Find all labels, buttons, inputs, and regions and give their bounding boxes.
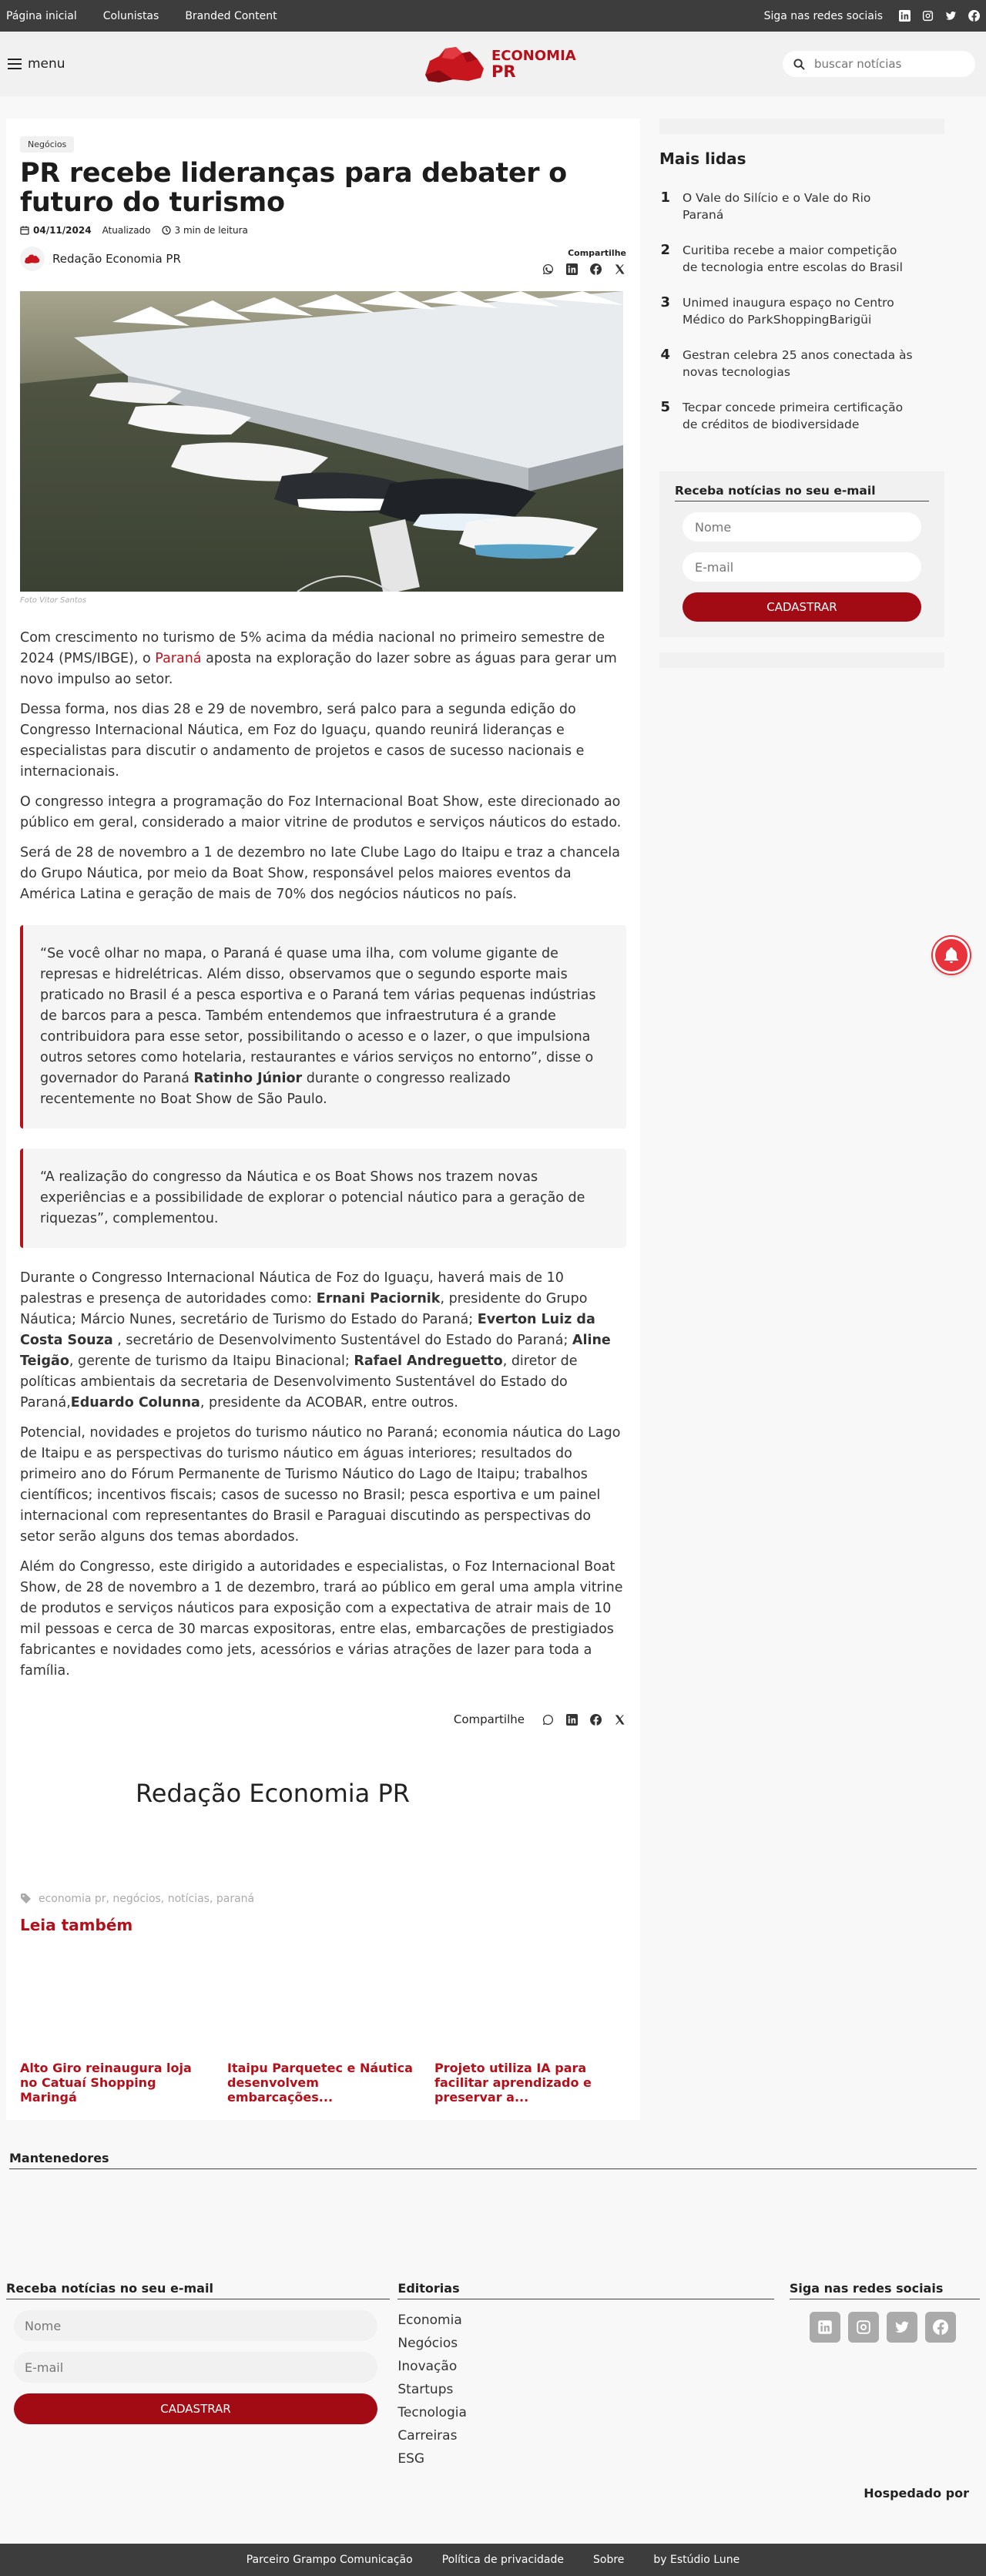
most-read-item[interactable]: 3 Unimed inaugura espaço no Centro Médico do ParkShoppingBarigüi xyxy=(660,294,894,327)
top-nav xyxy=(6,10,277,22)
paragraph-4: Será de 28 de novembro a 1 de dezembro no Iate Clube Lago do Itaipu e traz a chancela do Grupo Náutica, por meio da Boat Show, responsável pelos maiores eventos da América Latina e geração de mais de 70% dos negócios náuticos no país. xyxy=(20,845,620,902)
instagram-icon[interactable] xyxy=(921,10,934,22)
updated-label: Atualizado xyxy=(102,225,151,236)
footer-section-link[interactable]: Negócios xyxy=(397,2336,458,2351)
share-label-bottom: Compartilhe xyxy=(453,1712,525,1726)
related-cards xyxy=(20,2061,626,2105)
read-time xyxy=(162,225,248,236)
article-title: PR recebe lideranças para debater o futuro do turismo xyxy=(20,158,567,218)
read-time-value: 3 min de leitura xyxy=(174,225,248,236)
site-logo[interactable] xyxy=(422,44,576,84)
search-box xyxy=(783,51,975,77)
footer-sections-title: Editorias xyxy=(397,2281,773,2299)
linkedin-icon[interactable] xyxy=(565,263,579,276)
most-read-item[interactable]: 4 Gestran celebra 25 anos conectada às novas tecnologias xyxy=(660,347,913,379)
bottom-link-about[interactable]: Sobre xyxy=(593,2554,625,2566)
sponsors-section xyxy=(0,2151,986,2169)
footer-sections-list xyxy=(397,2309,773,2470)
hero-image xyxy=(20,291,623,592)
footer-name-field[interactable] xyxy=(14,2310,377,2341)
sidebar-email-field[interactable] xyxy=(682,552,921,582)
x-icon[interactable] xyxy=(613,263,626,276)
share-bottom xyxy=(20,1712,626,1726)
sponsors-title: Mantenedores xyxy=(9,2151,977,2169)
footer-social xyxy=(790,2281,980,2470)
footer-section-link[interactable]: Tecnologia xyxy=(397,2405,467,2420)
logo-line-1: ECONOMIA xyxy=(491,48,576,64)
calendar-icon xyxy=(20,226,29,235)
category-badge[interactable]: Negócios xyxy=(20,136,74,153)
twitter-icon[interactable] xyxy=(887,2312,917,2343)
share-icons-top xyxy=(542,263,626,276)
footer-newsletter xyxy=(6,2281,390,2470)
author-share-row xyxy=(20,247,626,276)
search-input[interactable] xyxy=(814,57,961,71)
paragraph-3: O congresso integra a programação do Foz Internacional Boat Show, este direcionado ao público em geral, considerado a maior vitrine de produtos e serviços náuticos do estado. xyxy=(20,794,622,830)
paragraph-1: Com crescimento no turismo de 5% acima da média nacional no primeiro semestre de 2024 (PMS/IBGE), o Paraná aposta na exploração do lazer sobre as águas para gerar um novo impulso ao setor. xyxy=(20,630,617,687)
footer-section-link[interactable]: Inovação xyxy=(397,2359,458,2374)
linkedin-icon[interactable] xyxy=(810,2312,840,2343)
article-body xyxy=(20,628,626,1682)
paragraph-6: Potencial, novidades e projetos do turismo náutico no Paraná; economia náutica do Lago de Itaipu e as perspectivas do turismo náutico em águas interiores; resultados do primeiro ano do Fórum Permanente de Turismo Náutico do Lago de Itaipu; trabalhos científicos; incentivos fiscais; casos de sucesso no Brasil; pesca esportiva e um painel internacional com representantes do Brasil e Paraguai discutindo as perspectivas do setor serão alguns dos temas abordados. xyxy=(20,1425,621,1545)
top-link-branded-content[interactable]: Branded Content xyxy=(185,9,277,22)
footer xyxy=(0,2281,986,2470)
most-read-title: Mais lidas xyxy=(659,149,746,168)
x-icon[interactable] xyxy=(613,1713,626,1726)
bell-icon xyxy=(942,946,961,964)
sidebar-ad-placeholder-2 xyxy=(659,652,944,668)
share-icons-bottom xyxy=(542,1713,626,1726)
sidebar-newsletter-title: Receba notícias no seu e-mail xyxy=(675,484,929,501)
author-byline[interactable] xyxy=(20,247,181,271)
sidebar-subscribe-button[interactable]: CADASTRAR xyxy=(682,592,921,622)
instagram-icon[interactable] xyxy=(848,2312,879,2343)
linkedin-icon[interactable] xyxy=(898,10,911,22)
parana-map-logo-icon xyxy=(422,44,488,84)
footer-newsletter-title: Receba notícias no seu e-mail xyxy=(6,2281,390,2299)
related-card-2[interactable]: Itaipu Parquetec e Náutica desenvolvem embarcações... xyxy=(227,2061,413,2105)
paragraph-7: Além do Congresso, este dirigido a autoridades e especialistas, o Foz Internacional Boat Show, de 28 de novembro a 1 de dezembro, trará ao público em geral uma ampla vitrine de produtos e serviços náuticos para exposição com a expectativa de atrair mais de 10 mil pessoas e cerca de 30 marcas expositoras, entre elas, embarcações de prestigiados fabricantes e novidades como jets, acessórios e várias atrações de lazer para toda a família. xyxy=(20,1559,623,1679)
author-name: Redação Economia PR xyxy=(52,252,181,266)
twitter-icon[interactable] xyxy=(944,10,957,22)
most-read-item[interactable]: 1 O Vale do Silício e o Vale do Rio Paraná xyxy=(660,190,871,222)
related-card-3[interactable]: Projeto utiliza IA para facilitar aprendizado e preservar a... xyxy=(434,2061,592,2105)
menu-button[interactable] xyxy=(8,56,65,72)
author-logo-icon xyxy=(24,253,41,264)
facebook-icon[interactable] xyxy=(589,1713,602,1726)
sidebar-ad-placeholder xyxy=(659,119,944,134)
quote-1: “Se você olhar no mapa, o Paraná é quase uma ilha, com volume gigante de represas e hidrelétricas. Além disso, observamos que o segundo esporte mais praticado no Brasil é a pesca esportiva e o Paraná tem várias pequenas indústrias de barcos para a pesca. Também entendemos que infraestrutura é a grande contribuidora para esse setor, possibilitando o acesso e o lazer, o que impulsiona outros setores como hotelaria, restaurantes e vários serviços no entorno”, disse o governador do Paraná Ratinho Júnior durante o congresso realizado recentemente no Boat Show de São Paulo. xyxy=(20,925,626,1129)
most-read-item[interactable]: 5 Tecpar concede primeira certificação de créditos de biodiversidade xyxy=(660,399,904,431)
share-label: Compartilhe xyxy=(568,248,626,258)
footer-social-icons xyxy=(790,2312,980,2343)
top-social xyxy=(764,10,980,22)
parana-link[interactable]: Paraná xyxy=(155,651,202,666)
footer-section-link[interactable]: Economia xyxy=(397,2313,462,2328)
facebook-icon[interactable] xyxy=(925,2312,956,2343)
facebook-icon[interactable] xyxy=(968,10,980,22)
paragraph-5: Durante o Congresso Internacional Náutica de Foz do Iguaçu, haverá mais de 10 palestras e presença de autoridades como: Ernani Paciornik, presidente do Grupo Náutica; Márcio Nunes, secretário de Turismo do Estado do Paraná; Everton Luiz da Costa Souza , secretário de Desenvolvimento Sustentável do Estado do Paraná; Aline Teigão, gerente de turismo da Itaipu Binacional; Rafael Andreguetto, diretor de políticas ambientais da secretaria de Desenvolvimento Sustentável do Estado do Paraná,Eduardo Colunna, presidente da ACOBAR, entre outros. xyxy=(20,1270,611,1410)
page-content xyxy=(0,96,986,2120)
article-meta xyxy=(20,225,626,236)
hosted-by-label: Hospedado por xyxy=(864,2486,969,2501)
related-card-1[interactable]: Alto Giro reinaugura loja no Catuaí Shopping Maringá xyxy=(20,2061,192,2105)
footer-social-title: Siga nas redes sociais xyxy=(790,2281,980,2299)
logo-line-2: PR xyxy=(491,62,516,81)
footer-section-link[interactable]: Startups xyxy=(397,2382,454,2397)
notification-bell-button[interactable] xyxy=(933,937,970,974)
footer-section-link[interactable]: ESG xyxy=(397,2451,425,2467)
paragraph-2: Dessa forma, nos dias 28 e 29 de novembro, será palco para a segunda edição do Congresso Internacional Náutica, em Foz do Iguaçu, quando reunirá lideranças e especialistas para discutir o andamento de projetos e casos de sucesso nacionais e internacionais. xyxy=(20,702,585,780)
share-top xyxy=(542,248,626,276)
see-also-title: Leia também xyxy=(20,1916,133,1934)
boats-marina-photo xyxy=(20,291,623,592)
footer-sections xyxy=(397,2281,773,2470)
quote-1-speaker: Ratinho Júnior xyxy=(193,1071,303,1086)
bottom-link-privacy[interactable]: Política de privacidade xyxy=(441,2554,564,2566)
clock-icon xyxy=(162,226,171,235)
article xyxy=(6,119,640,2120)
bottom-link-studio[interactable]: by Estúdio Lune xyxy=(653,2554,740,2566)
menu-label: menu xyxy=(28,56,65,72)
bottom-link-partner[interactable]: Parceiro Grampo Comunicação xyxy=(246,2554,413,2566)
search-icon[interactable] xyxy=(793,59,805,70)
top-bar xyxy=(0,0,986,32)
logo-text xyxy=(491,49,576,79)
tag-icon xyxy=(20,1893,32,1905)
quote-2: “A realização do congresso da Náutica e os Boat Shows nos trazem novas experiências e a possibilidade de explorar o potencial náutico para a geração de riquezas”, complementou. xyxy=(20,1149,626,1248)
most-read-item[interactable]: 2 Curitiba recebe a maior competição de tecnologia entre escolas do Brasil xyxy=(660,242,903,274)
date-value: 04/11/2024 xyxy=(33,225,92,236)
whatsapp-icon[interactable] xyxy=(542,263,555,276)
top-link-columnists[interactable]: Colunistas xyxy=(102,9,159,22)
top-social-label: Siga nas redes sociais xyxy=(763,9,883,22)
whatsapp-icon[interactable] xyxy=(542,1713,555,1726)
site-header xyxy=(0,32,986,96)
facebook-icon[interactable] xyxy=(589,263,602,276)
linkedin-icon[interactable] xyxy=(565,1713,579,1726)
footer-subscribe-button[interactable]: CADASTRAR xyxy=(14,2393,377,2424)
sidebar-newsletter xyxy=(659,471,944,637)
tags-row xyxy=(20,1893,626,1905)
sidebar-name-field[interactable] xyxy=(682,512,921,542)
author-avatar xyxy=(20,247,45,271)
author-box-name[interactable]: Redação Economia PR xyxy=(136,1779,410,1808)
sidebar xyxy=(659,119,944,2120)
bottom-bar xyxy=(0,2544,986,2576)
footer-email-field[interactable] xyxy=(14,2352,377,2383)
most-read-list xyxy=(659,190,944,433)
hamburger-icon xyxy=(8,59,22,69)
top-link-home[interactable]: Página inicial xyxy=(6,9,77,22)
photo-credit: Foto Vitor Santos xyxy=(20,596,87,605)
tags-list[interactable]: economia pr, negócios, notícias, paraná xyxy=(39,1893,255,1905)
article-date xyxy=(20,225,92,236)
footer-section-link[interactable]: Carreiras xyxy=(397,2428,458,2444)
